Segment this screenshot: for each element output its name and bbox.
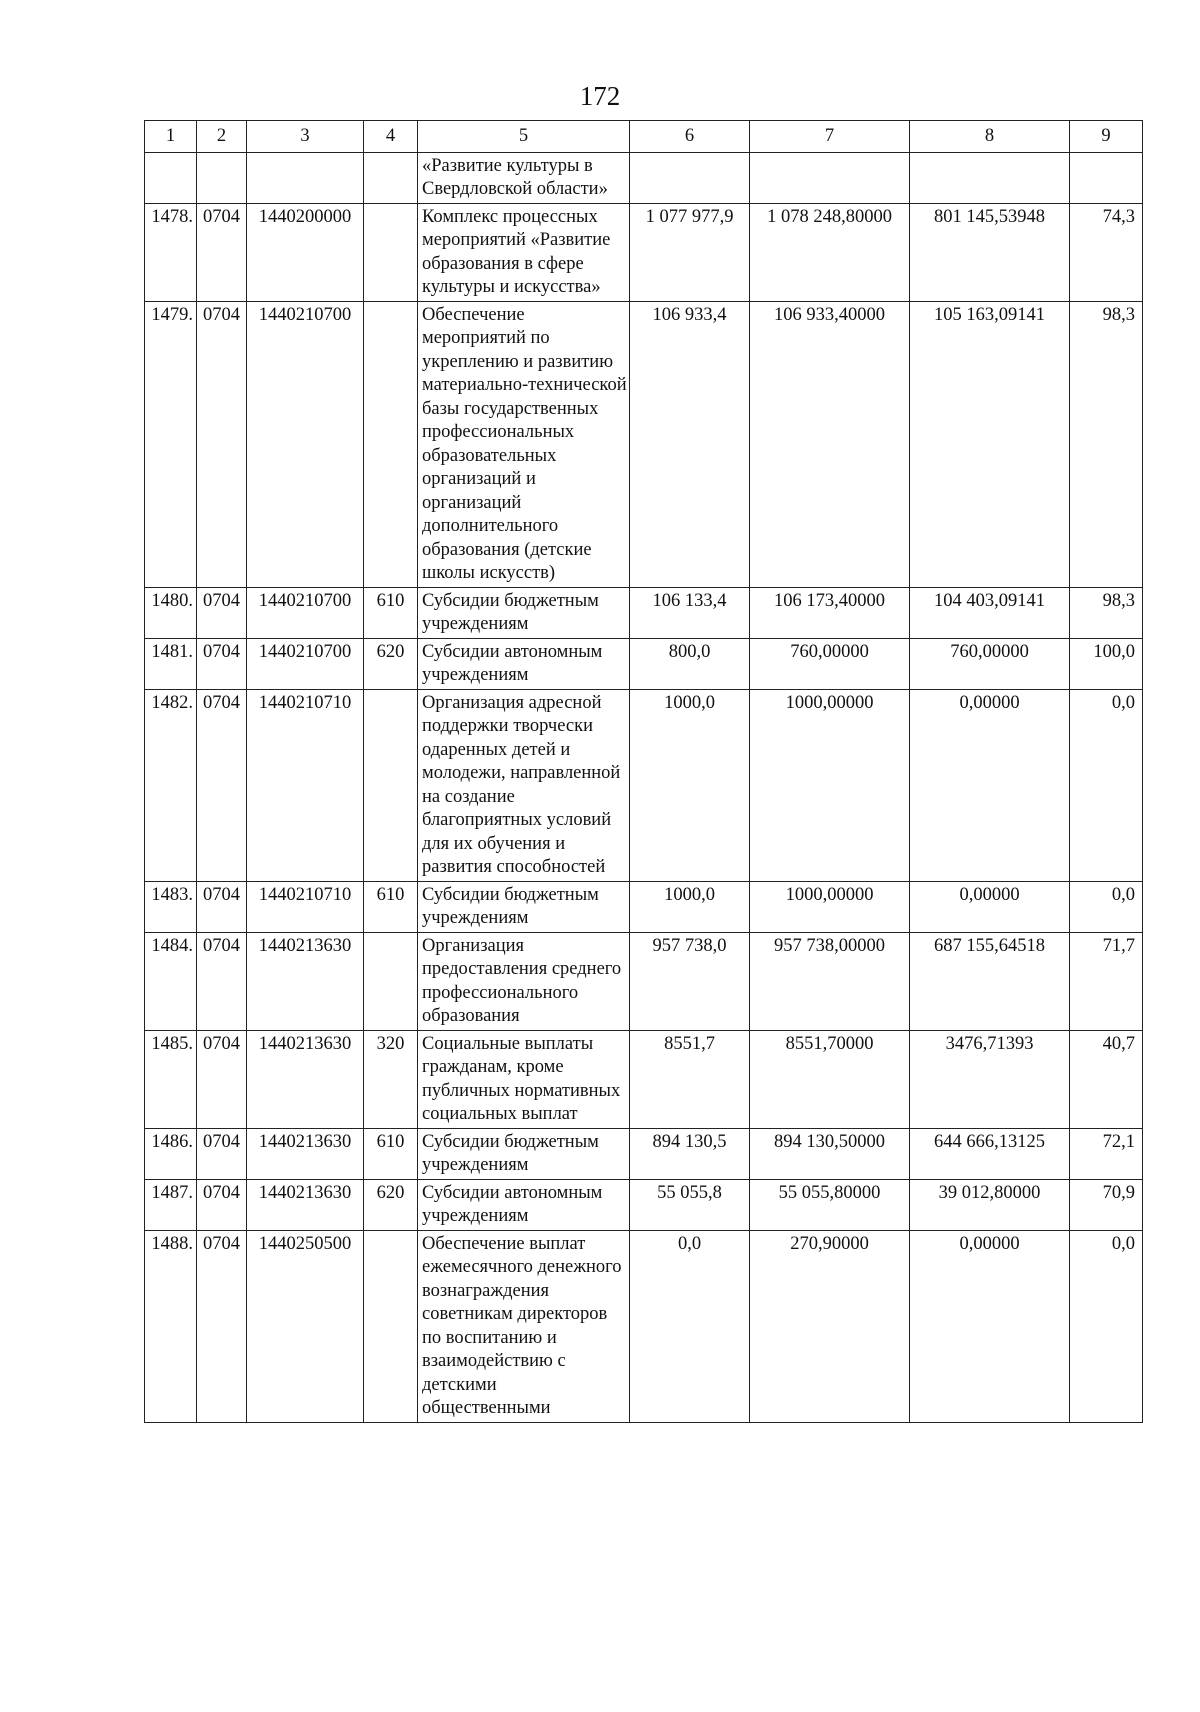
executed-amount-cell: 760,00000 <box>910 638 1070 689</box>
section-code-cell: 0704 <box>197 881 247 932</box>
execution-percent-cell: 98,3 <box>1070 301 1143 587</box>
approved-amount-cell: 106 173,40000 <box>750 587 910 638</box>
execution-percent-cell <box>1070 152 1143 203</box>
row-number-cell: 1478. <box>145 203 197 301</box>
execution-percent-cell: 98,3 <box>1070 587 1143 638</box>
row-number-cell: 1483. <box>145 881 197 932</box>
executed-amount-cell: 0,00000 <box>910 881 1070 932</box>
header-cell-4: 4 <box>364 121 418 153</box>
target-article-cell: 1440213630 <box>247 1128 364 1179</box>
item-name-cell: «Развитие культуры в Свердловской области» <box>418 152 630 203</box>
expense-type-cell: 610 <box>364 881 418 932</box>
approved-amount-cell: 270,90000 <box>750 1230 910 1422</box>
row-number-cell: 1481. <box>145 638 197 689</box>
section-code-cell: 0704 <box>197 932 247 1030</box>
execution-percent-cell: 0,0 <box>1070 689 1143 881</box>
table-row <box>145 1230 1143 1422</box>
expense-type-cell <box>364 203 418 301</box>
table-row <box>145 1030 1143 1128</box>
section-code-cell: 0704 <box>197 1230 247 1422</box>
item-name-cell: Субсидии бюджетным учреждениям <box>418 1128 630 1179</box>
execution-percent-cell: 74,3 <box>1070 203 1143 301</box>
planned-amount-cell: 106 933,4 <box>630 301 750 587</box>
header-cell-7: 7 <box>750 121 910 153</box>
planned-amount-cell: 106 133,4 <box>630 587 750 638</box>
execution-percent-cell: 71,7 <box>1070 932 1143 1030</box>
target-article-cell: 1440210700 <box>247 587 364 638</box>
expense-type-cell: 620 <box>364 638 418 689</box>
expense-type-cell: 620 <box>364 1179 418 1230</box>
section-code-cell: 0704 <box>197 1128 247 1179</box>
table-row <box>145 203 1143 301</box>
execution-percent-cell: 100,0 <box>1070 638 1143 689</box>
planned-amount-cell: 0,0 <box>630 1230 750 1422</box>
header-cell-8: 8 <box>910 121 1070 153</box>
header-cell-2: 2 <box>197 121 247 153</box>
execution-percent-cell: 0,0 <box>1070 1230 1143 1422</box>
row-number-cell: 1485. <box>145 1030 197 1128</box>
table-row <box>145 638 1143 689</box>
section-code-cell: 0704 <box>197 1179 247 1230</box>
approved-amount-cell: 55 055,80000 <box>750 1179 910 1230</box>
item-name-cell: Субсидии бюджетным учреждениям <box>418 587 630 638</box>
target-article-cell: 1440210700 <box>247 638 364 689</box>
row-number-cell: 1486. <box>145 1128 197 1179</box>
row-number-cell <box>145 152 197 203</box>
expense-type-cell <box>364 1230 418 1422</box>
expense-type-cell <box>364 932 418 1030</box>
table-row <box>145 689 1143 881</box>
section-code-cell <box>197 152 247 203</box>
header-cell-5: 5 <box>418 121 630 153</box>
approved-amount-cell: 1000,00000 <box>750 881 910 932</box>
executed-amount-cell: 687 155,64518 <box>910 932 1070 1030</box>
expense-type-cell: 610 <box>364 1128 418 1179</box>
approved-amount-cell: 957 738,00000 <box>750 932 910 1030</box>
executed-amount-cell: 105 163,09141 <box>910 301 1070 587</box>
item-name-cell: Субсидии бюджетным учреждениям <box>418 881 630 932</box>
header-row <box>145 121 1143 153</box>
executed-amount-cell: 0,00000 <box>910 1230 1070 1422</box>
target-article-cell <box>247 152 364 203</box>
section-code-cell: 0704 <box>197 203 247 301</box>
row-number-cell: 1482. <box>145 689 197 881</box>
approved-amount-cell: 760,00000 <box>750 638 910 689</box>
approved-amount-cell: 8551,70000 <box>750 1030 910 1128</box>
table-row <box>145 1128 1143 1179</box>
executed-amount-cell: 3476,71393 <box>910 1030 1070 1128</box>
budget-table <box>144 120 1143 1423</box>
section-code-cell: 0704 <box>197 587 247 638</box>
target-article-cell: 1440200000 <box>247 203 364 301</box>
executed-amount-cell: 0,00000 <box>910 689 1070 881</box>
planned-amount-cell: 55 055,8 <box>630 1179 750 1230</box>
item-name-cell: Обеспечение выплат ежемесячного денежного вознаграждения советникам директоров по воспитанию и взаимодействию с детскими общественными <box>418 1230 630 1422</box>
planned-amount-cell: 1000,0 <box>630 881 750 932</box>
approved-amount-cell <box>750 152 910 203</box>
target-article-cell: 1440250500 <box>247 1230 364 1422</box>
executed-amount-cell: 104 403,09141 <box>910 587 1070 638</box>
item-name-cell: Обеспечение мероприятий по укреплению и развитию материально-технической базы государственных профессиональных образовательных организаций и организаций дополнительного образования (детские школы искусств) <box>418 301 630 587</box>
approved-amount-cell: 894 130,50000 <box>750 1128 910 1179</box>
expense-type-cell <box>364 689 418 881</box>
row-number-cell: 1487. <box>145 1179 197 1230</box>
target-article-cell: 1440210700 <box>247 301 364 587</box>
table-row <box>145 932 1143 1030</box>
header-cell-9: 9 <box>1070 121 1143 153</box>
target-article-cell: 1440213630 <box>247 1030 364 1128</box>
executed-amount-cell: 644 666,13125 <box>910 1128 1070 1179</box>
item-name-cell: Организация адресной поддержки творчески одаренных детей и молодежи, направленной на создание благоприятных условий для их обучения и развития способностей <box>418 689 630 881</box>
page-number: 172 <box>579 81 621 111</box>
item-name-cell: Субсидии автономным учреждениям <box>418 638 630 689</box>
row-number-cell: 1488. <box>145 1230 197 1422</box>
expense-type-cell <box>364 301 418 587</box>
approved-amount-cell: 106 933,40000 <box>750 301 910 587</box>
item-name-cell: Социальные выплаты гражданам, кроме публичных нормативных социальных выплат <box>418 1030 630 1128</box>
table-row <box>145 301 1143 587</box>
header-cell-1: 1 <box>145 121 197 153</box>
planned-amount-cell: 8551,7 <box>630 1030 750 1128</box>
section-code-cell: 0704 <box>197 689 247 881</box>
executed-amount-cell <box>910 152 1070 203</box>
planned-amount-cell: 800,0 <box>630 638 750 689</box>
table-row <box>145 152 1143 203</box>
section-code-cell: 0704 <box>197 638 247 689</box>
execution-percent-cell: 0,0 <box>1070 881 1143 932</box>
table-row <box>145 881 1143 932</box>
execution-percent-cell: 72,1 <box>1070 1128 1143 1179</box>
item-name-cell: Комплекс процессных мероприятий «Развитие образования в сфере культуры и искусства» <box>418 203 630 301</box>
execution-percent-cell: 40,7 <box>1070 1030 1143 1128</box>
planned-amount-cell: 894 130,5 <box>630 1128 750 1179</box>
execution-percent-cell: 70,9 <box>1070 1179 1143 1230</box>
header-cell-3: 3 <box>247 121 364 153</box>
target-article-cell: 1440213630 <box>247 1179 364 1230</box>
section-code-cell: 0704 <box>197 1030 247 1128</box>
planned-amount-cell: 957 738,0 <box>630 932 750 1030</box>
row-number-cell: 1479. <box>145 301 197 587</box>
row-number-cell: 1480. <box>145 587 197 638</box>
header-cell-6: 6 <box>630 121 750 153</box>
approved-amount-cell: 1000,00000 <box>750 689 910 881</box>
section-code-cell: 0704 <box>197 301 247 587</box>
planned-amount-cell: 1000,0 <box>630 689 750 881</box>
executed-amount-cell: 801 145,53948 <box>910 203 1070 301</box>
target-article-cell: 1440210710 <box>247 881 364 932</box>
approved-amount-cell: 1 078 248,80000 <box>750 203 910 301</box>
row-number-cell: 1484. <box>145 932 197 1030</box>
item-name-cell: Субсидии автономным учреждениям <box>418 1179 630 1230</box>
planned-amount-cell <box>630 152 750 203</box>
planned-amount-cell: 1 077 977,9 <box>630 203 750 301</box>
target-article-cell: 1440213630 <box>247 932 364 1030</box>
executed-amount-cell: 39 012,80000 <box>910 1179 1070 1230</box>
target-article-cell: 1440210710 <box>247 689 364 881</box>
expense-type-cell <box>364 152 418 203</box>
table-row <box>145 587 1143 638</box>
expense-type-cell: 320 <box>364 1030 418 1128</box>
expense-type-cell: 610 <box>364 587 418 638</box>
item-name-cell: Организация предоставления среднего профессионального образования <box>418 932 630 1030</box>
table-row <box>145 1179 1143 1230</box>
table-body <box>145 121 1143 1423</box>
